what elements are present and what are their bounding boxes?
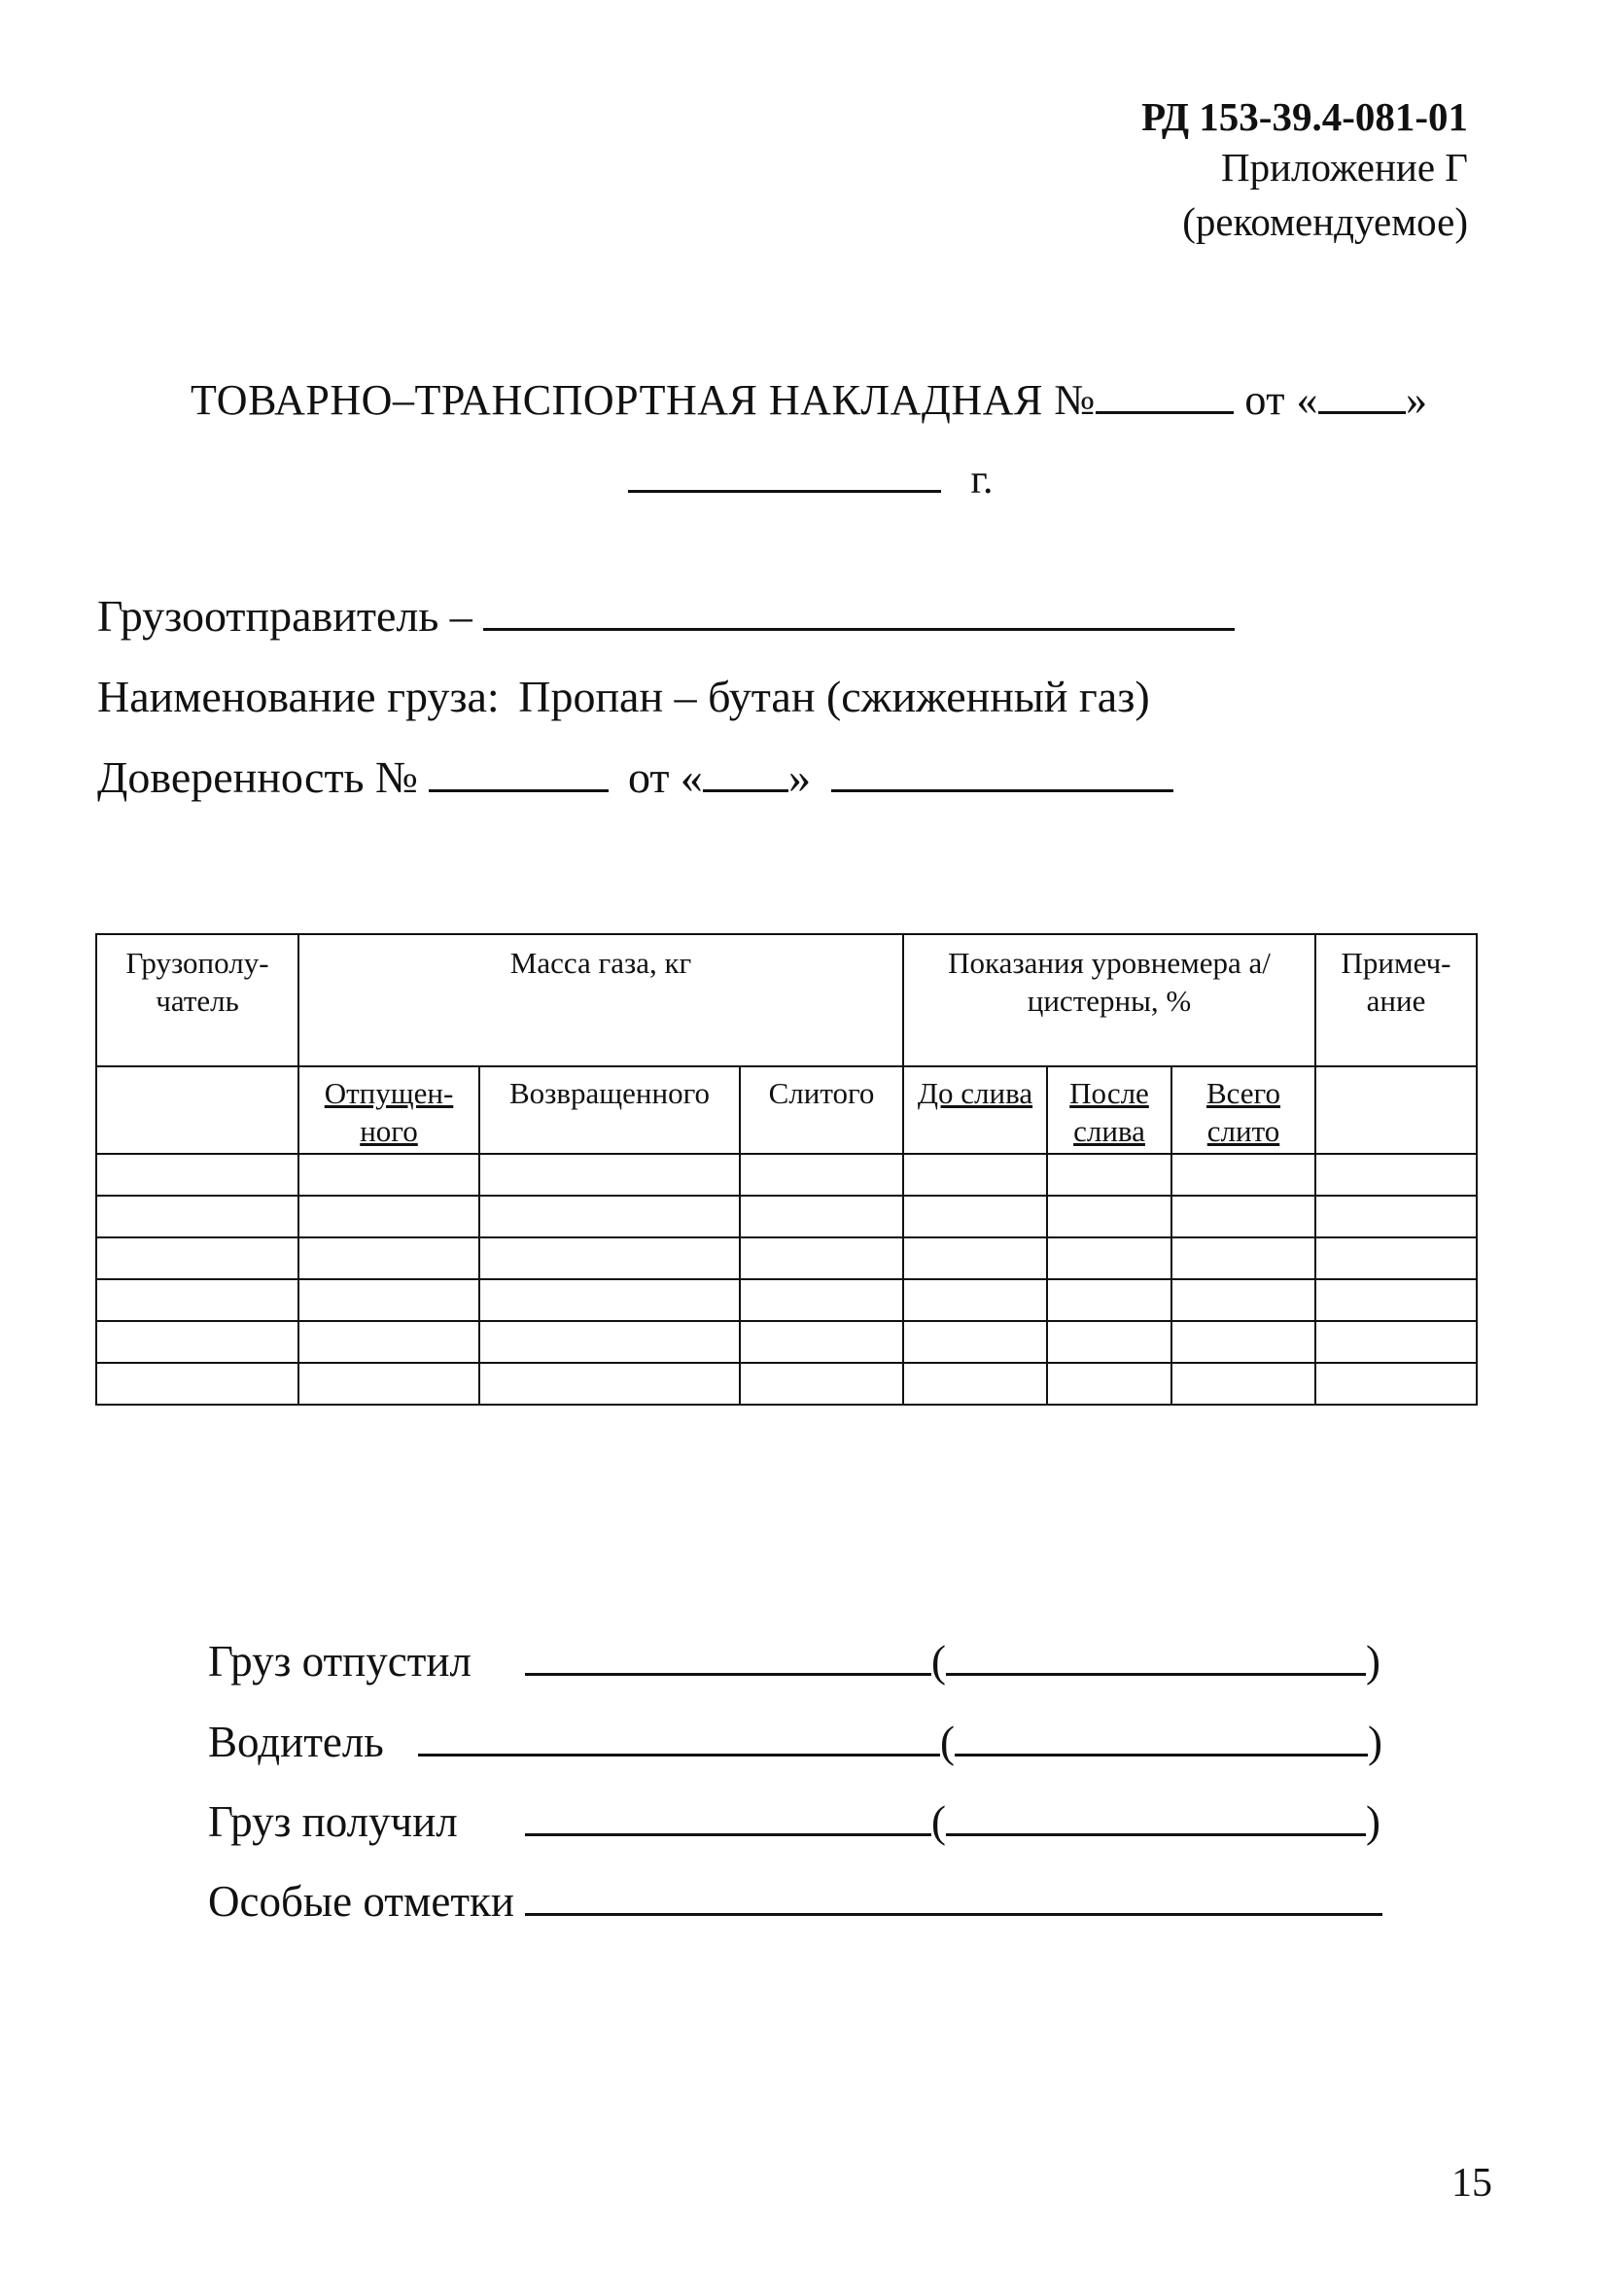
proxy-number-line[interactable]	[429, 788, 609, 792]
appendix-label: Приложение Г	[1220, 145, 1468, 190]
page-number: 15	[1451, 2161, 1492, 2206]
table-cell[interactable]	[96, 1237, 298, 1279]
table-cell[interactable]	[1315, 1321, 1477, 1363]
table-cell[interactable]	[1047, 1279, 1171, 1321]
table-cell[interactable]	[479, 1154, 740, 1196]
returned-header: Возвращенного	[479, 1066, 740, 1154]
table-cell[interactable]	[479, 1321, 740, 1363]
table-cell[interactable]	[298, 1279, 479, 1321]
form-title-text: ТОВАРНО–ТРАНСПОРТНАЯ НАКЛАДНАЯ №	[191, 376, 1096, 424]
paren-close: )	[1366, 1637, 1380, 1686]
table-cell[interactable]	[96, 1196, 298, 1237]
paren-open: (	[931, 1797, 946, 1846]
table-cell[interactable]	[298, 1196, 479, 1237]
proxy-label: Доверенность №	[97, 752, 418, 802]
released-by-name-line[interactable]	[946, 1672, 1366, 1676]
proxy-from: от «	[627, 752, 703, 802]
table-cell[interactable]	[298, 1237, 479, 1279]
table-row[interactable]	[96, 1363, 1477, 1405]
note-header: Примеч-ание	[1315, 934, 1477, 1066]
table-cell[interactable]	[1315, 1154, 1477, 1196]
table-cell[interactable]	[479, 1279, 740, 1321]
cargo-label: Наименование груза:	[97, 672, 500, 721]
recipient-header: Грузополу-чатель	[96, 934, 298, 1066]
table-cell[interactable]	[903, 1237, 1047, 1279]
paren-open: (	[931, 1637, 946, 1686]
released-header-text: Отпущен-ного	[324, 1076, 454, 1148]
driver-row	[208, 1717, 1382, 1767]
table-cell[interactable]	[740, 1279, 903, 1321]
document-code: РД 153-39.4-081-01	[1141, 94, 1468, 139]
waybill-date-row	[628, 457, 994, 504]
received-by-row	[208, 1796, 1380, 1847]
table-cell[interactable]	[903, 1196, 1047, 1237]
table-cell[interactable]	[903, 1321, 1047, 1363]
special-marks-line[interactable]	[525, 1912, 1382, 1916]
table-cell[interactable]	[96, 1279, 298, 1321]
recipient-subcell	[96, 1066, 298, 1154]
special-marks-row	[208, 1876, 1382, 1927]
cargo-value: Пропан – бутан (сжиженный газ)	[518, 672, 1150, 721]
proxy-day-line[interactable]	[703, 788, 788, 792]
proxy-quote-close: »	[787, 752, 811, 802]
gas-table	[95, 933, 1478, 1406]
appendix-status: (рекомендуемое)	[1182, 199, 1468, 244]
released-header	[298, 1066, 479, 1154]
table-row[interactable]	[96, 1321, 1477, 1363]
after-header	[1047, 1066, 1171, 1154]
table-cell[interactable]	[903, 1363, 1047, 1405]
table-cell[interactable]	[96, 1154, 298, 1196]
title-from: от «	[1244, 376, 1318, 424]
table-cell[interactable]	[740, 1196, 903, 1237]
proxy-row	[97, 751, 1173, 803]
table-cell[interactable]	[1047, 1363, 1171, 1405]
table-cell[interactable]	[1171, 1363, 1315, 1405]
mass-group-header: Масса газа, кг	[298, 934, 903, 1066]
year-suffix: г.	[970, 458, 994, 503]
waybill-month-line[interactable]	[628, 489, 941, 493]
table-row[interactable]	[96, 1237, 1477, 1279]
table-row[interactable]	[96, 1196, 1477, 1237]
driver-name-line[interactable]	[955, 1753, 1368, 1757]
table-cell[interactable]	[1047, 1237, 1171, 1279]
total-header	[1171, 1066, 1315, 1154]
table-cell[interactable]	[1047, 1154, 1171, 1196]
table-cell[interactable]	[1315, 1279, 1477, 1321]
paren-close: )	[1366, 1797, 1380, 1846]
note-subcell	[1315, 1066, 1477, 1154]
table-cell[interactable]	[1047, 1321, 1171, 1363]
before-header	[903, 1066, 1047, 1154]
total-header-text: Всего слито	[1205, 1076, 1281, 1148]
table-cell[interactable]	[740, 1363, 903, 1405]
table-cell[interactable]	[740, 1237, 903, 1279]
proxy-month-line[interactable]	[831, 788, 1173, 792]
released-by-label: Груз отпустил	[208, 1637, 472, 1686]
driver-signature-line[interactable]	[418, 1753, 940, 1757]
table-cell[interactable]	[1171, 1196, 1315, 1237]
cargo-row	[97, 671, 1150, 722]
shipper-label: Грузоотправитель –	[97, 591, 472, 641]
paren-close: )	[1368, 1718, 1382, 1766]
title-quote-close: »	[1405, 376, 1428, 424]
table-cell[interactable]	[96, 1363, 298, 1405]
table-cell[interactable]	[298, 1321, 479, 1363]
before-header-text: До слива	[917, 1076, 1033, 1110]
table-cell[interactable]	[1171, 1237, 1315, 1279]
table-cell[interactable]	[1171, 1154, 1315, 1196]
table-cell[interactable]	[1047, 1196, 1171, 1237]
received-by-label: Груз получил	[208, 1797, 458, 1846]
received-by-name-line[interactable]	[946, 1832, 1366, 1836]
table-cell[interactable]	[298, 1363, 479, 1405]
table-cell[interactable]	[740, 1154, 903, 1196]
table-cell[interactable]	[1315, 1237, 1477, 1279]
table-cell[interactable]	[96, 1321, 298, 1363]
special-marks-label: Особые отметки	[208, 1877, 514, 1926]
table-header-row	[96, 934, 1477, 1066]
table-cell[interactable]	[740, 1321, 903, 1363]
table-cell[interactable]	[298, 1154, 479, 1196]
table-cell[interactable]	[479, 1237, 740, 1279]
shipper-row	[97, 590, 1235, 642]
table-cell[interactable]	[1171, 1279, 1315, 1321]
table-cell[interactable]	[479, 1196, 740, 1237]
after-header-text: После слива	[1069, 1076, 1149, 1148]
table-cell[interactable]	[1315, 1196, 1477, 1237]
released-by-signature-line[interactable]	[525, 1672, 931, 1676]
waybill-day-line[interactable]	[1318, 410, 1406, 414]
released-by-row	[208, 1636, 1380, 1687]
drained-header: Слитого	[740, 1066, 903, 1154]
received-by-signature-line[interactable]	[525, 1832, 931, 1836]
table-cell[interactable]	[903, 1154, 1047, 1196]
table-row[interactable]	[96, 1154, 1477, 1196]
table-cell[interactable]	[1315, 1363, 1477, 1405]
shipper-line[interactable]	[483, 627, 1235, 631]
table-subheader-row	[96, 1066, 1477, 1154]
table-row[interactable]	[96, 1279, 1477, 1321]
waybill-number-line[interactable]	[1096, 410, 1234, 414]
form-title	[191, 375, 1427, 425]
level-group-header: Показания уровнемера а/цистерны, %	[903, 934, 1315, 1066]
table-cell[interactable]	[1171, 1321, 1315, 1363]
table-cell[interactable]	[903, 1279, 1047, 1321]
table-cell[interactable]	[479, 1363, 740, 1405]
driver-label: Водитель	[208, 1718, 384, 1766]
paren-open: (	[940, 1718, 955, 1766]
